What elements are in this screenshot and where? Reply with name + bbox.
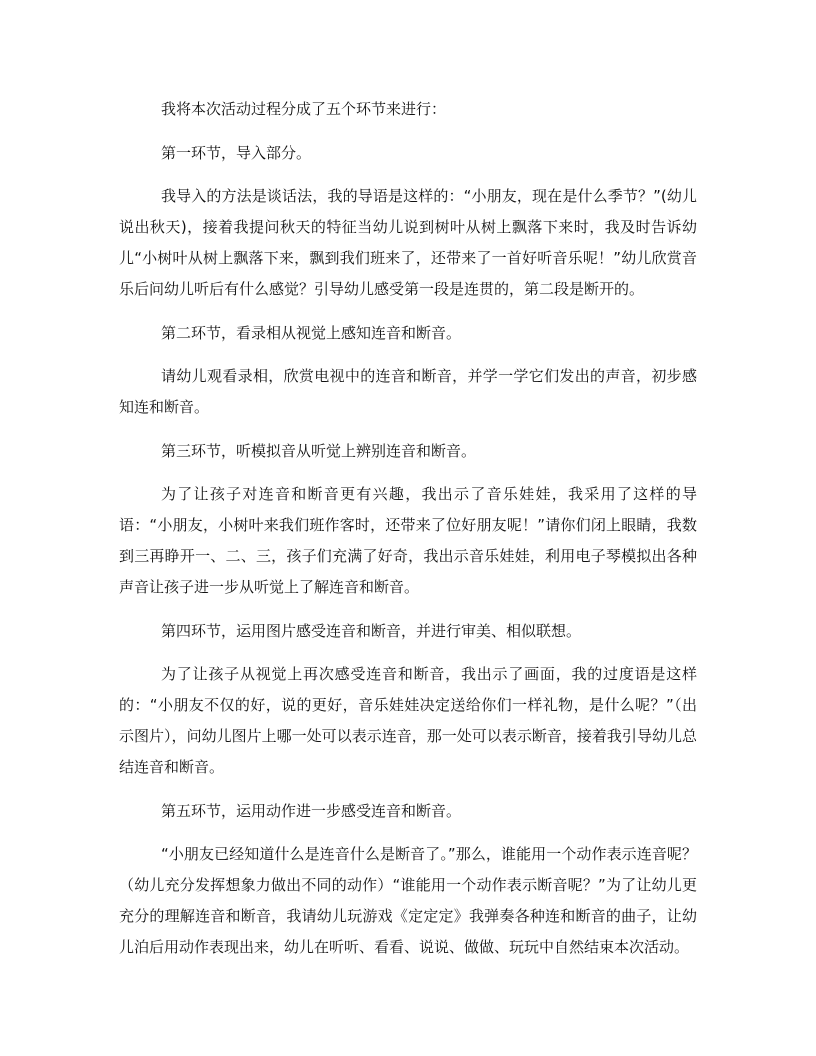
paragraph-step5-heading: 第五环节，运用动作进一步感受连音和断音。 bbox=[161, 801, 462, 820]
paragraph-intro: 我将本次活动过程分成了五个环节来进行： bbox=[161, 100, 447, 118]
paragraph-step4-body: 为了让孩子从视觉上再次感受连音和断音，我出示了画面，我的过度语是这样的：“小朋友不仅的好，说的更好，音乐娃娃决定送给你们一样礼物，是什么呢？”（出示图片），问幼儿图片上哪一处可以表示连音，那一处可以表示断音，接着我引导幼儿总结连音和断音。 bbox=[119, 665, 697, 776]
paragraph-step4-heading: 第四环节，运用图片感受连音和断音，并进行审美、相似联想。 bbox=[161, 621, 582, 640]
paragraph-step1-body: 我导入的方法是谈话法，我的导语是这样的：“小朋友，现在是什么季节？”(幼儿说出秋天)，接着我提问秋天的特征当幼儿说到树叶从树上飘落下来时，我及时告诉幼儿“小树叶从树上飘落下来，飘到我们班来了，还带来了一首好听音乐呢！”幼儿欣赏音乐后问幼儿听后有什么感觉？引导幼儿感受第一段是连贯的，第二段是断开的。 bbox=[119, 187, 697, 298]
paragraph-step2-heading: 第二环节，看录相从视觉上感知连音和断音。 bbox=[161, 323, 462, 342]
paragraph-step1-heading: 第一环节，导入部分。 bbox=[161, 143, 312, 162]
paragraph-step2-body: 请幼儿观看录相，欣赏电视中的连音和断音，并学一学它们发出的声音，初步感知连和断音。 bbox=[119, 367, 697, 416]
paragraph-step3-body: 为了让孩子对连音和断音更有兴趣，我出示了音乐娃娃，我采用了这样的导语：“小朋友，小树叶来我们班作客时，还带来了位好朋友呢！”请你们闭上眼睛，我数到三再睁开一、二、三，孩子们充满了好奇，我出示音乐娃娃，利用电子琴模拟出各种声音让孩子进一步从听觉上了解连音和断音。 bbox=[119, 485, 697, 596]
paragraph-step3-heading: 第三环节，听模拟音从听觉上辨别连音和断音。 bbox=[161, 441, 477, 460]
paragraph-step5-body: “小朋友已经知道什么是连音什么是断音了。”那么，谁能用一个动作表示连音呢？（幼儿充分发挥想象力做出不同的动作）“谁能用一个动作表示断音呢？”为了让幼儿更充分的理解连音和断音，我请幼儿玩游戏《定定定》我弹奏各种连和断音的曲子，让幼儿泊后用动作表现出来，幼儿在听听、看看、说说、做做、玩玩中自然结束本次活动。 bbox=[119, 845, 697, 956]
document-body bbox=[119, 94, 697, 976]
